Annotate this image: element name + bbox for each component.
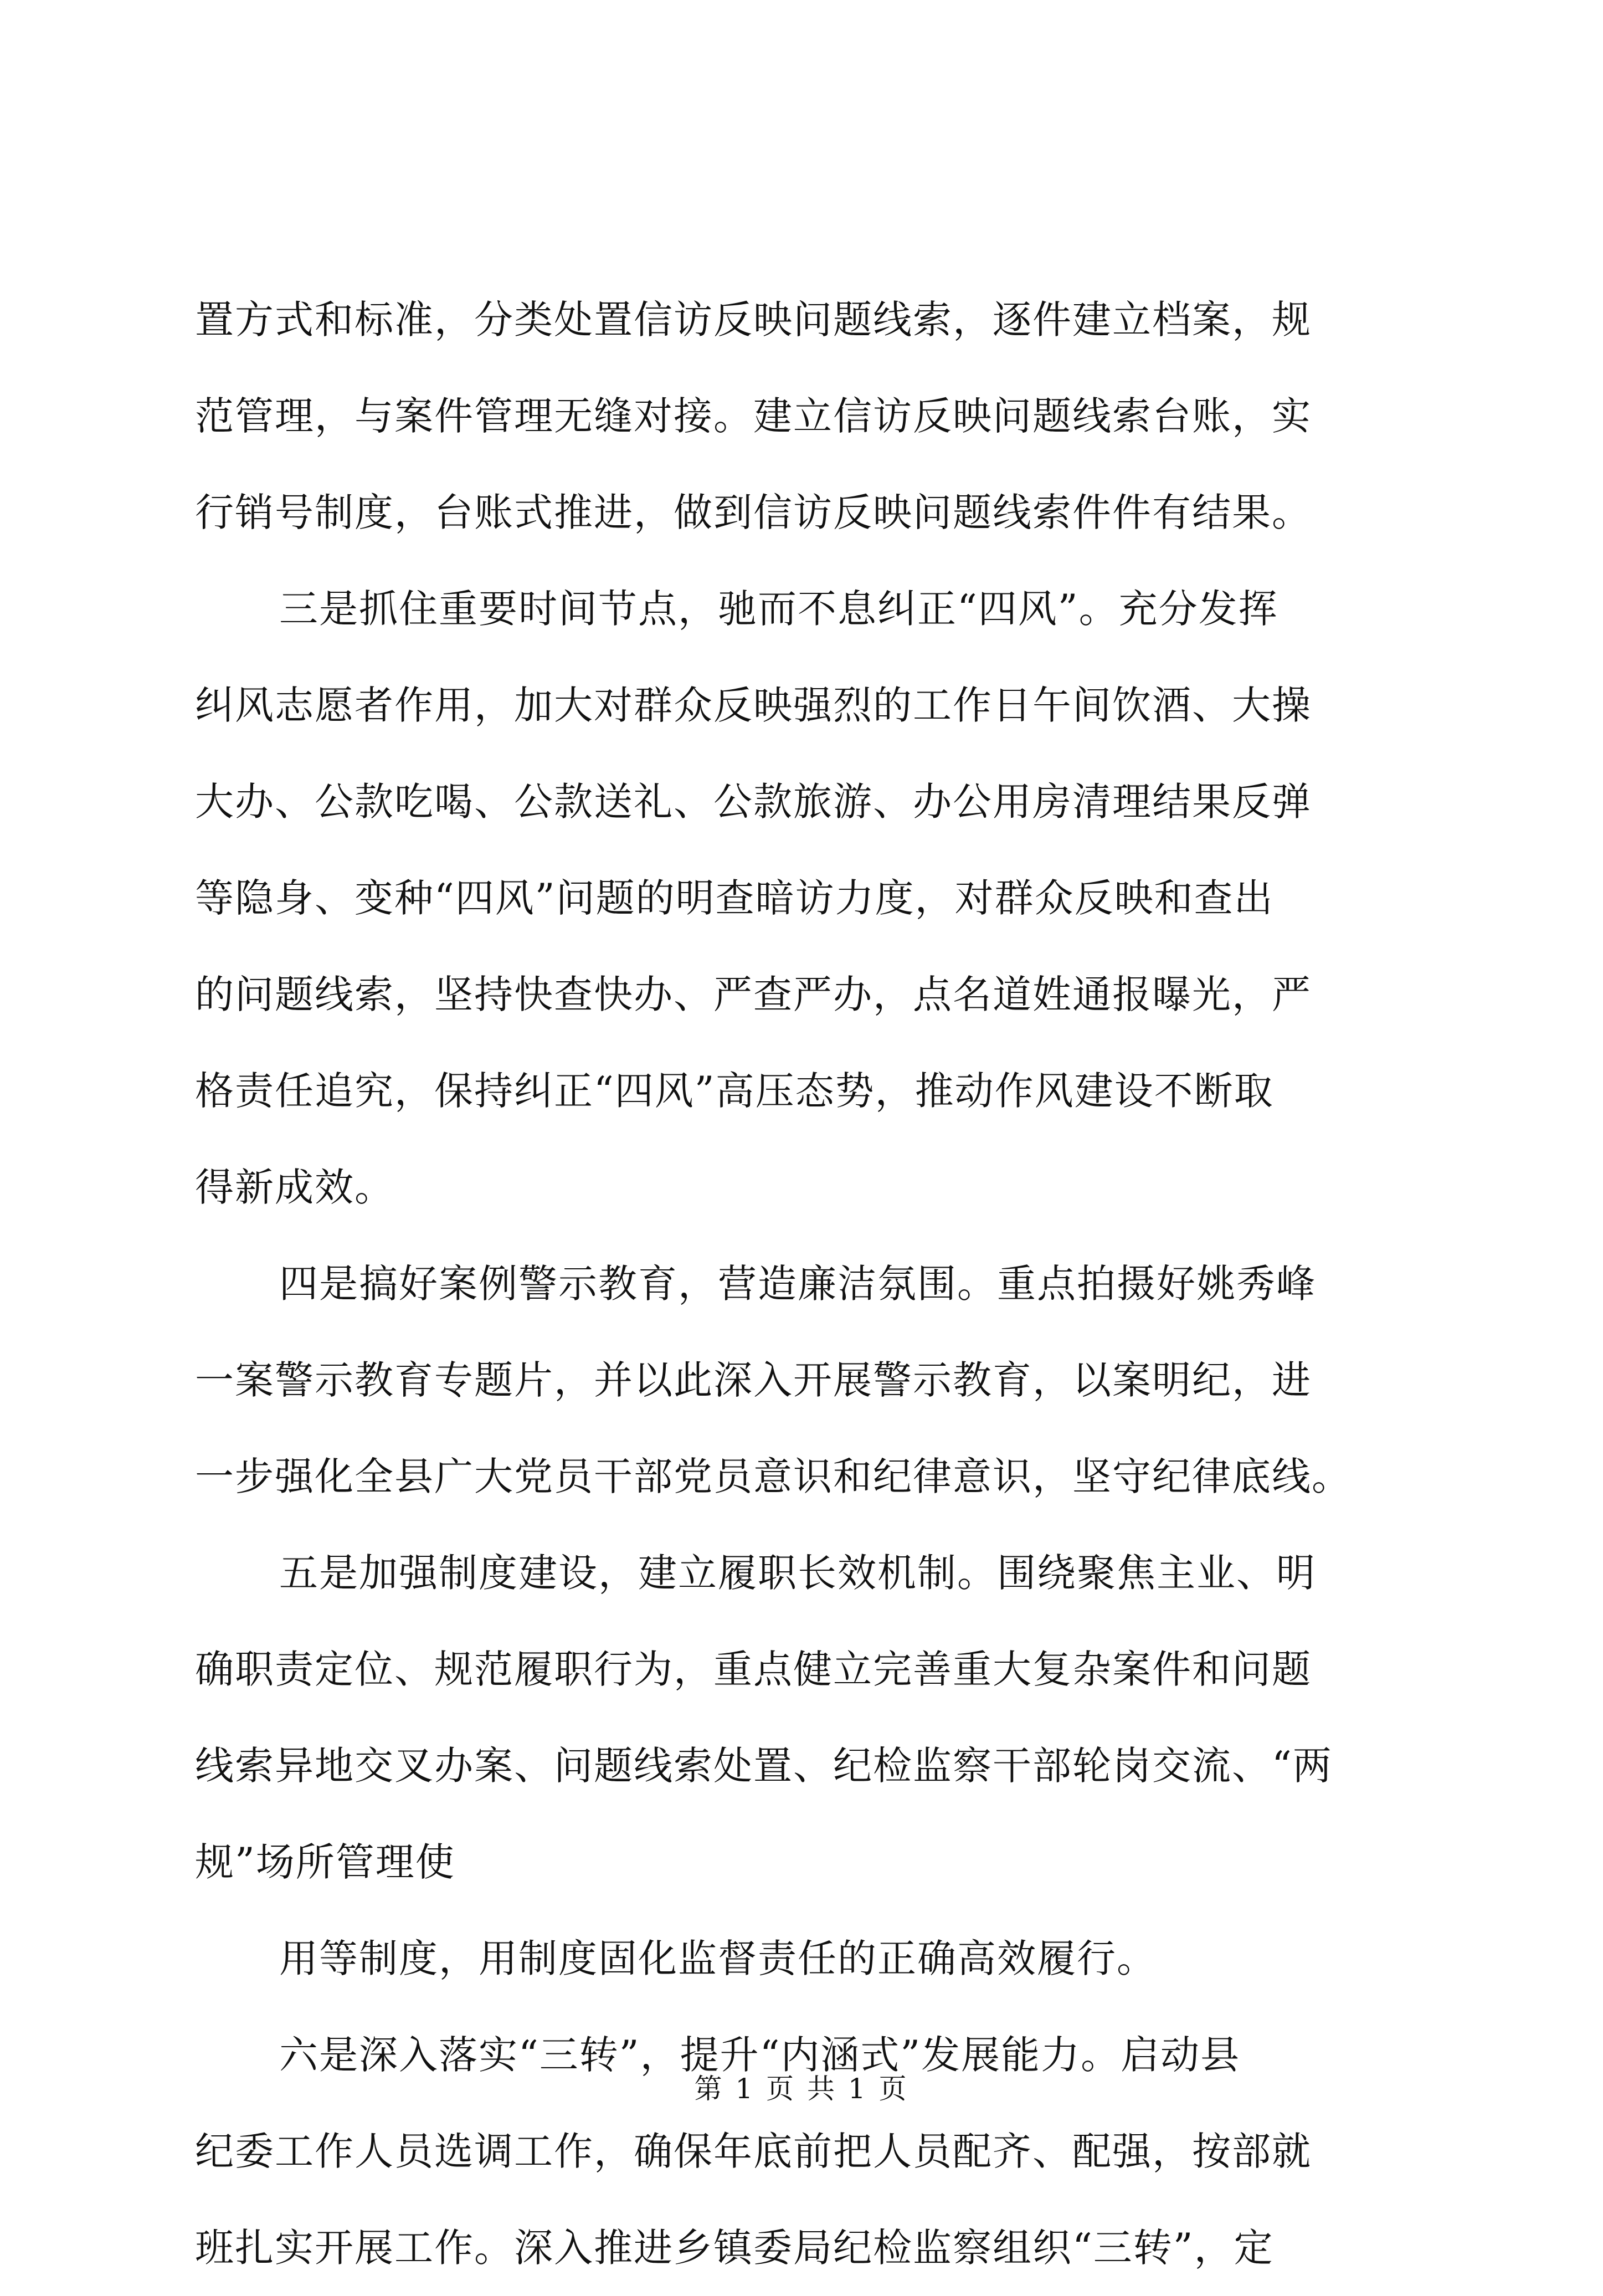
paragraph-start-line: 四是搞好案例警示教育，营造廉洁氛围。重点拍摄好姚秀峰 (279, 1261, 1316, 1306)
text-line: 纪委工作人员选调工作，确保年底前把人员配齐、配强，按部就 (195, 2129, 1312, 2174)
paragraph-start-line: 五是加强制度建设，建立履职长效机制。围绕聚焦主业、明 (279, 1550, 1316, 1596)
text-line: 大办、公款吃喝、公款送礼、公款旅游、办公用房清理结果反弹 (195, 779, 1312, 824)
page-number-footer: 第 1 页 共 1 页 (694, 2073, 909, 2105)
text-line: 置方式和标准，分类处置信访反映问题线索，逐件建立档案，规 (195, 297, 1312, 342)
text-line: 一步强化全县广大党员干部党员意识和纪律意识，坚守纪律底线。 (195, 1454, 1352, 1499)
text-line: 纠风志愿者作用，加大对群众反映强烈的工作日午间饮酒、大操 (195, 683, 1312, 728)
text-line: 范管理，与案件管理无缝对接。建立信访反映问题线索台账，实 (195, 393, 1312, 439)
text-line: 格责任追究，保持纠正“四风”高压态势，推动作风建设不断取 (195, 1068, 1274, 1114)
text-line: 的问题线索，坚持快查快办、严查严办，点名道姓通报曝光，严 (195, 972, 1312, 1017)
paragraph-start-line: 三是抓住重要时间节点，驰而不息纠正“四风”。充分发挥 (279, 586, 1278, 632)
document-body (195, 271, 1402, 2296)
text-line: 确职责定位、规范履职行为，重点健立完善重大复杂案件和问题 (195, 1647, 1312, 1692)
text-line: 班扎实开展工作。深入推进乡镇委局纪检监察组织“三转”，定 (195, 2225, 1274, 2271)
text-line: 行销号制度，台账式推进，做到信访反映问题线索件件有结果。 (195, 490, 1312, 535)
text-line: 得新成效。 (195, 1165, 394, 1210)
text-line: 规”场所管理使 (195, 1839, 455, 1885)
paragraph-start-line: 六是深入落实“三转”，提升“内涵式”发展能力。启动县 (279, 2032, 1241, 2078)
text-line: 等隐身、变种“四风”问题的明查暗访力度，对群众反映和查出 (195, 875, 1274, 921)
text-line: 一案警示教育专题片，并以此深入开展警示教育，以案明纪，进 (195, 1357, 1312, 1403)
paragraph-start-line: 用等制度，用制度固化监督责任的正确高效履行。 (279, 1936, 1157, 1981)
text-line: 线索异地交叉办案、问题线索处置、纪检监察干部轮岗交流、“两 (195, 1743, 1333, 1788)
